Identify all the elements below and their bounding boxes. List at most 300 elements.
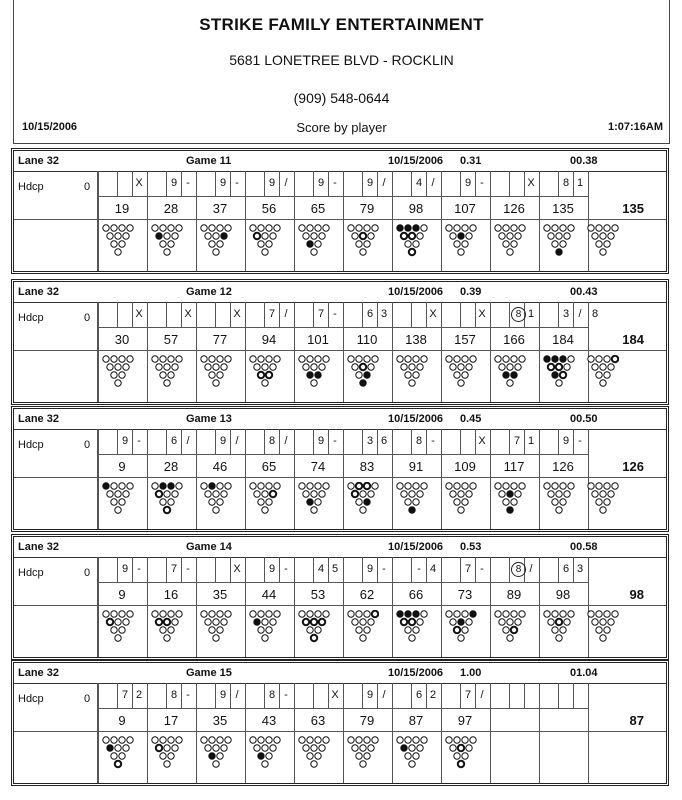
ball-2: / [529, 563, 533, 575]
hdcp-value: 0 [84, 693, 91, 705]
pin [544, 483, 550, 489]
pin [266, 372, 272, 378]
pin [262, 364, 268, 370]
pin [568, 483, 574, 489]
ball-2: / [431, 177, 435, 189]
pin [417, 364, 423, 370]
pin [507, 233, 513, 239]
pin [364, 627, 370, 633]
pin [168, 483, 174, 489]
pin-diagram [347, 482, 379, 516]
pin [352, 233, 358, 239]
pin [311, 507, 317, 513]
pin [360, 635, 366, 641]
pin [495, 356, 501, 362]
game-label: Game 15 [186, 667, 232, 679]
pin [608, 233, 614, 239]
pin [217, 611, 223, 617]
ball-1: 3 [562, 308, 570, 320]
pin [209, 372, 215, 378]
pin [307, 499, 313, 505]
pin [462, 241, 468, 247]
pin [258, 753, 264, 759]
pin [596, 499, 602, 505]
cumulative-score: 28 [163, 459, 179, 474]
pin [568, 356, 574, 362]
pin [564, 233, 570, 239]
pin [368, 233, 374, 239]
pin [372, 611, 378, 617]
pin [205, 491, 211, 497]
pin-diagram [200, 482, 232, 516]
pin [348, 225, 354, 231]
pin [266, 611, 272, 617]
pin [413, 372, 419, 378]
pin [511, 627, 517, 633]
pin [507, 507, 513, 513]
pin [560, 241, 566, 247]
pin [446, 356, 452, 362]
game-end-time: 00.58 [570, 541, 598, 553]
game-card [13, 281, 667, 403]
pin [111, 737, 117, 743]
lane-label: Lane 32 [18, 155, 59, 167]
pin [552, 241, 558, 247]
pin [209, 753, 215, 759]
pin [470, 356, 476, 362]
pin [111, 483, 117, 489]
pin [458, 635, 464, 641]
pin [499, 491, 505, 497]
pin [103, 611, 109, 617]
pin [311, 745, 317, 751]
game-end-time: 00.43 [570, 286, 598, 298]
pin [446, 737, 452, 743]
cumulative-score: 83 [359, 459, 375, 474]
pin-diagram [249, 482, 281, 516]
pin [127, 611, 133, 617]
pin [217, 483, 223, 489]
pin [266, 753, 272, 759]
lane-label: Lane 32 [18, 667, 59, 679]
pin [254, 619, 260, 625]
pin [515, 233, 521, 239]
pin [548, 619, 554, 625]
pin [160, 499, 166, 505]
ball-1: 8 [511, 307, 526, 322]
cumulative-score: 30 [114, 332, 130, 347]
cumulative-score: 91 [408, 459, 424, 474]
pin [217, 753, 223, 759]
lane-label: Lane 32 [18, 413, 59, 425]
ball-1: 6 [415, 689, 423, 701]
pin-diagram [249, 355, 281, 389]
pin [270, 745, 276, 751]
pin [156, 491, 162, 497]
game-date: 10/15/2006 [388, 155, 444, 167]
pin [176, 225, 182, 231]
ball-2: X [135, 308, 143, 320]
pin [103, 356, 109, 362]
pin [156, 364, 162, 370]
ball-1: 7 [464, 689, 472, 701]
pin [548, 364, 554, 370]
pin [397, 356, 403, 362]
pin [164, 491, 170, 497]
pin [507, 249, 513, 255]
pin [507, 619, 513, 625]
pin [311, 761, 317, 767]
pin [217, 499, 223, 505]
pin-diagram [543, 355, 575, 389]
pin [556, 380, 562, 386]
cumulative-score: 63 [310, 713, 326, 728]
pin [356, 483, 362, 489]
pin [323, 737, 329, 743]
pin [258, 483, 264, 489]
pin [115, 745, 121, 751]
pin [213, 380, 219, 386]
pin [458, 745, 464, 751]
pin [319, 745, 325, 751]
pin [356, 225, 362, 231]
pin [450, 745, 456, 751]
pin [262, 619, 268, 625]
pin [262, 745, 268, 751]
pin [556, 507, 562, 513]
pin [503, 241, 509, 247]
pin [560, 483, 566, 489]
pin [401, 745, 407, 751]
pin-diagram [396, 355, 428, 389]
pin [507, 491, 513, 497]
pin [548, 491, 554, 497]
pin [225, 483, 231, 489]
game-card [13, 536, 667, 658]
pin [368, 745, 374, 751]
pin [511, 356, 517, 362]
pin [119, 737, 125, 743]
ball-1: 3 [366, 435, 374, 447]
pin [111, 372, 117, 378]
ball-2: X [429, 308, 437, 320]
pin-diagram [347, 736, 379, 770]
pin [352, 619, 358, 625]
game-header [14, 151, 666, 172]
pin [556, 491, 562, 497]
pin [258, 372, 264, 378]
pin [413, 499, 419, 505]
pin-diagram [347, 224, 379, 258]
pin [397, 737, 403, 743]
pin [258, 225, 264, 231]
pin [596, 356, 602, 362]
pin [201, 611, 207, 617]
pin [152, 737, 158, 743]
pin [360, 380, 366, 386]
pin [352, 745, 358, 751]
ball-1: - [417, 563, 421, 575]
pin [111, 225, 117, 231]
pin-diagram [102, 736, 134, 770]
pin [462, 627, 468, 633]
pin [421, 225, 427, 231]
game-header [14, 663, 666, 684]
pin [205, 233, 211, 239]
pin [462, 611, 468, 617]
pin [266, 241, 272, 247]
ball-2: / [235, 435, 239, 447]
pin-diagram [445, 355, 477, 389]
cumulative-score: 65 [310, 201, 326, 216]
pin-diagram [543, 482, 575, 516]
pin [107, 619, 113, 625]
pin [470, 737, 476, 743]
pin [270, 619, 276, 625]
ball-1: 9 [219, 177, 227, 189]
pin [519, 483, 525, 489]
cumulative-score: 9 [118, 713, 126, 728]
cumulative-score: 66 [408, 587, 424, 602]
pin [213, 761, 219, 767]
pin [168, 627, 174, 633]
cumulative-score: 87 [408, 713, 424, 728]
ball-2: X [478, 435, 486, 447]
pin [397, 483, 403, 489]
pin [604, 356, 610, 362]
pin-diagram-extra [587, 610, 619, 644]
pin [323, 356, 329, 362]
pin [156, 233, 162, 239]
pin [409, 507, 415, 513]
pin [588, 225, 594, 231]
pin [348, 737, 354, 743]
pin [568, 225, 574, 231]
ball-1: 9 [121, 563, 129, 575]
pin [209, 737, 215, 743]
ball-2: X [184, 308, 192, 320]
ball-1: 9 [464, 177, 472, 189]
cumulative-score: 35 [212, 587, 228, 602]
ball-2: - [235, 177, 239, 189]
hdcp-label: Hdcp [18, 439, 44, 451]
pin [311, 619, 317, 625]
pin [176, 611, 182, 617]
pin [588, 611, 594, 617]
ball-2: X [135, 177, 143, 189]
pin [315, 499, 321, 505]
pin [270, 364, 276, 370]
pin [299, 611, 305, 617]
pin [221, 233, 227, 239]
cumulative-score: 98 [408, 201, 424, 216]
ball-2: 2 [429, 689, 437, 701]
game-card [13, 408, 667, 530]
pin [107, 745, 113, 751]
pin [592, 364, 598, 370]
pin-diagram [396, 482, 428, 516]
pin [115, 491, 121, 497]
pin [372, 737, 378, 743]
pin [507, 364, 513, 370]
pin [160, 627, 166, 633]
cumulative-score: 17 [163, 713, 179, 728]
pin [115, 507, 121, 513]
pin [360, 233, 366, 239]
pin [600, 380, 606, 386]
pin [311, 380, 317, 386]
pin-diagram [298, 736, 330, 770]
pin [458, 233, 464, 239]
pin-diagram [347, 355, 379, 389]
pin [348, 483, 354, 489]
pin-diagram [200, 355, 232, 389]
pin [462, 499, 468, 505]
pin-diagram [445, 610, 477, 644]
pin [164, 507, 170, 513]
pin [160, 737, 166, 743]
pin [360, 249, 366, 255]
pin [364, 356, 370, 362]
pin [111, 241, 117, 247]
pin [604, 241, 610, 247]
pin [307, 627, 313, 633]
pin [560, 499, 566, 505]
pin [160, 241, 166, 247]
pin [515, 491, 521, 497]
game-total: 87 [629, 713, 644, 728]
pin [462, 737, 468, 743]
pin [604, 372, 610, 378]
game-total: 126 [622, 459, 644, 474]
pin [299, 356, 305, 362]
pin [307, 737, 313, 743]
pin [213, 364, 219, 370]
pin-diagram [200, 224, 232, 258]
pin [495, 611, 501, 617]
ball-1: 9 [366, 177, 374, 189]
ball-1: 4 [415, 177, 423, 189]
ball-2: 6 [380, 435, 388, 447]
pin [462, 483, 468, 489]
pin [323, 483, 329, 489]
pin [266, 225, 272, 231]
pin [156, 745, 162, 751]
pin [311, 233, 317, 239]
pin [588, 483, 594, 489]
ball-1: 9 [366, 689, 374, 701]
pin [560, 372, 566, 378]
pin [596, 372, 602, 378]
pin-diagram [396, 610, 428, 644]
pin [364, 499, 370, 505]
pin [413, 737, 419, 743]
pin [225, 225, 231, 231]
pin [552, 372, 558, 378]
pin [307, 356, 313, 362]
ball-1: 8 [268, 435, 276, 447]
pin [556, 233, 562, 239]
pin [209, 241, 215, 247]
cumulative-score: 97 [457, 713, 473, 728]
pin [401, 619, 407, 625]
report-subtitle: Score by player [296, 120, 387, 135]
ball-1: 6 [170, 435, 178, 447]
pin [401, 233, 407, 239]
pin [119, 611, 125, 617]
pin [164, 745, 170, 751]
pin [348, 356, 354, 362]
pin [221, 491, 227, 497]
pin [119, 356, 125, 362]
pin [454, 356, 460, 362]
pin [364, 483, 370, 489]
pin [315, 225, 321, 231]
pin [458, 619, 464, 625]
pin [462, 356, 468, 362]
pin [250, 225, 256, 231]
pin [111, 499, 117, 505]
pin [454, 225, 460, 231]
pin [612, 483, 618, 489]
pin [164, 233, 170, 239]
pin [511, 225, 517, 231]
pin [323, 611, 329, 617]
ball-2: - [382, 563, 386, 575]
pin [160, 483, 166, 489]
pin [262, 635, 268, 641]
ball-2: - [480, 177, 484, 189]
pin [217, 356, 223, 362]
pin-diagram [445, 482, 477, 516]
ball-2: / [382, 689, 386, 701]
pin [503, 372, 509, 378]
ball-1: 9 [121, 435, 129, 447]
pin [103, 225, 109, 231]
pin [201, 483, 207, 489]
pin [458, 364, 464, 370]
pin [588, 356, 594, 362]
cumulative-score: 101 [307, 332, 329, 347]
pin [503, 627, 509, 633]
pin [360, 745, 366, 751]
cumulative-score: 65 [261, 459, 277, 474]
pin [548, 233, 554, 239]
pin-diagram [102, 224, 134, 258]
pin-diagram [249, 736, 281, 770]
game-start-time: 0.53 [460, 541, 482, 553]
pin [303, 364, 309, 370]
pin [511, 372, 517, 378]
pin [446, 611, 452, 617]
pin [119, 499, 125, 505]
lane-label: Lane 32 [18, 286, 59, 298]
pin [552, 225, 558, 231]
ball-1: 4 [317, 563, 325, 575]
pin [262, 507, 268, 513]
pin [315, 753, 321, 759]
ball-1: 8 [562, 177, 570, 189]
cumulative-score: 166 [503, 332, 525, 347]
pin [307, 611, 313, 617]
pin [303, 233, 309, 239]
pin [446, 483, 452, 489]
pin-diagram [200, 610, 232, 644]
pin [266, 483, 272, 489]
pin [258, 499, 264, 505]
pin [417, 745, 423, 751]
pin [213, 619, 219, 625]
